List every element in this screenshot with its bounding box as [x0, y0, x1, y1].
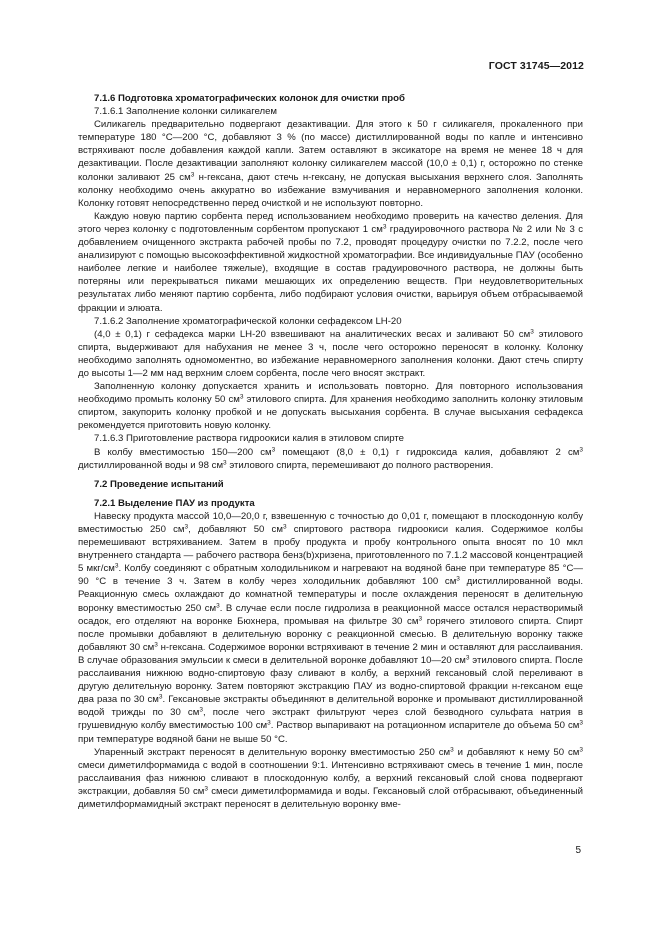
paragraph: В колбу вместимостью 150—200 $см^3$ помещают (8,0 ± 0,1) г гидроксида калия, добавляют 2 $см^3$ дистиллированной воды и 98 $см^3$ этилового спирта, перемешивают до полного растворения.: [78, 446, 583, 471]
paragraph: Заполненную колонку допускается хранить и использовать повторно. Для повторного использования необходимо промыть колонку 50 $см^3$ этилового спирта. Для хранения необходимо заполнить колонку этиловым спиртом, закупорить колонку пробкой и не допускать высыхания сорбента. В случае высыхания сефадекса рекомендуется приготовить новую колонку.: [78, 381, 583, 432]
section-heading: 7.2.1 Выделение ПАУ из продукта: [94, 497, 255, 509]
paragraph: 7.1.6.1 Заполнение колонки силикагелем: [94, 106, 278, 118]
section-heading: 7.2 Проведение испытаний: [94, 478, 224, 490]
paragraph: 7.1.6.3 Приготовление раствора гидроокиси калия в этиловом спирте: [94, 433, 404, 445]
body-text: [78, 92, 583, 811]
paragraph: Упаренный экстракт переносят в делительную воронку вместимостью 250 $см^3$ и добавляют к нему 50 $см^3$ смеси диметилформамида с водой в соотношении 9:1. Интенсивно встряхивают смесь в течение 1 мин, после расслаивания фаз нижнюю сливают в плоскодонную колбу, а верхний гексановый слой снова подвергают экстракции, добавляя 50 $см^3$ смеси диметилформамида и воды. Гексановый слой отбрасывают, объединенный диметилформамидный экстракт переносят в делительную воронку вме-: [78, 746, 583, 810]
paragraph: Навеску продукта массой 10,0—20,0 г, взвешенную с точностью до 0,01 г, помещают в плоскодонную колбу вместимостью 250 $см^3$, добавляют 50 $см^3$ спиртового раствора гидроокиси калия. Содержимое колбы перемешивают встряхиванием. Затем в пробу продукта и пробу контрольного опыта вносят по 10 мкл внутреннего стандарта — рабочего раствора бенз(b)хризена, приготовленного по 7.1.2 массовой концентрацией 5 мкг/$см^3$. Колбу соединяют с обратным холодильником и нагревают на водяной бане при температуре 85 °С—90 °С в течение 3 ч. Затем в колбу через холодильник добавляют 100 $см^3$ дистиллированной воды. Реакционную смесь охлаждают до комнатной температуры и после охлаждения переносят в делительную воронку вместимостью 250 $см^3$. В случае если после гидролиза в реакционной массе остался нерастворимый осадок, его отделяют на воронке Бюхнера, промывая на фильтре 30 $см^3$ горячего этилового спирта. Спирт после промывки добавляют в делительную воронку с реакционной смесью. В делительную воронку также добавляют 30 $см^3$ н-гексана. Содержимое воронки встряхивают в течение 2 мин и оставляют для расслаивания. В случае образования эмульсии к смеси в делительной воронке добавляют 10—20 $см^3$ этилового спирта. После расслаивания нижнюю водно-спиртовую фазу сливают в колбу, а верхний гексановый слой переливают в другую делительную воронку. Затем повторяют экстракцию ПАУ из водно-спиртовой фракции н-гексаном еще два раза по 30 $см^3$. Гексановые экстракты объединяют в делительной воронке и промывают дистиллированной водой трижды по 30 $см^3$, после чего экстракт фильтруют через слой безводного сульфата натрия в грушевидную колбу вместимостью 100 $см^3$. Раствор выпаривают на ротационном испарителе до объема 50 $см^3$ при температуре водяной бани не выше 50 °С.: [78, 510, 584, 745]
paragraph: 7.1.6.2 Заполнение хроматографической колонки сефадексом LH-20: [94, 315, 402, 327]
page-number: 5: [575, 845, 581, 856]
standard-header: ГОСТ 31745—2012: [488, 60, 584, 72]
paragraph: Каждую новую партию сорбента перед использованием необходимо проверить на качество деления. Для этого через колонку с подготовленным сорбентом пропускают 1 $см^3$ градуировочного раствора № 2 или № 3 с добавлением очищенного экстракта рабочей пробы по 7.2, проводят процедуру очистки по 7.2.2, после чего анализируют с помощью высокоэффективной жидкостной хроматографии. Все индивидуальные ПАУ (особенно наиболее легкие и наиболее тяжелые), входящие в состав градуировочного раствора, не должны быть потеряны или перекрываться пиками мешающих их определению веществ. При неудовлетворительных результатах либо меняют партию сорбента, либо подбирают условия очистки, варьируя объем отбрасываемой фракции и элюата.: [78, 210, 583, 314]
section-heading: 7.1.6 Подготовка хроматографических колонок для очистки проб: [94, 93, 405, 104]
paragraph: (4,0 ± 0,1) г сефадекса марки LH-20 взвешивают на аналитических весах и заливают 50 $см^3$ этилового спирта, выдерживают для набухания не менее 3 ч, после чего осторожно переносят в колонку. Колонку необходимо заполнять одномоментно, во избежание неравномерного заполнения колонки. Дают стечь спирту до высоты 1—2 мм над верхним слоем сорбента, после чего вносят экстракт.: [78, 328, 583, 379]
paragraph: Силикагель предварительно подвергают дезактивации. Для этого к 50 г силикагеля, прокаленного при температуре 180 °С—200 °С, добавляют 3 % (по массе) дистиллированной воды по капле и интенсивно встряхивают после добавления каждой капли. Затем оставляют в эксикаторе на время не менее 18 ч для дезактивации. После дезактивации заполняют колонку силикагелем массой (10,0 ± 0,1) г, осторожно по стенке колонки заливают 25 $см^3$ н-гексана, дают стечь н-гексану, не допуская высыхания верхнего слоя. Заполнять колонку необходимо очень аккуратно во избежание взмучивания и неравномерного заполнения колонки. Колонку готовят непосредственно перед очисткой и не используют повторно.: [78, 119, 583, 209]
